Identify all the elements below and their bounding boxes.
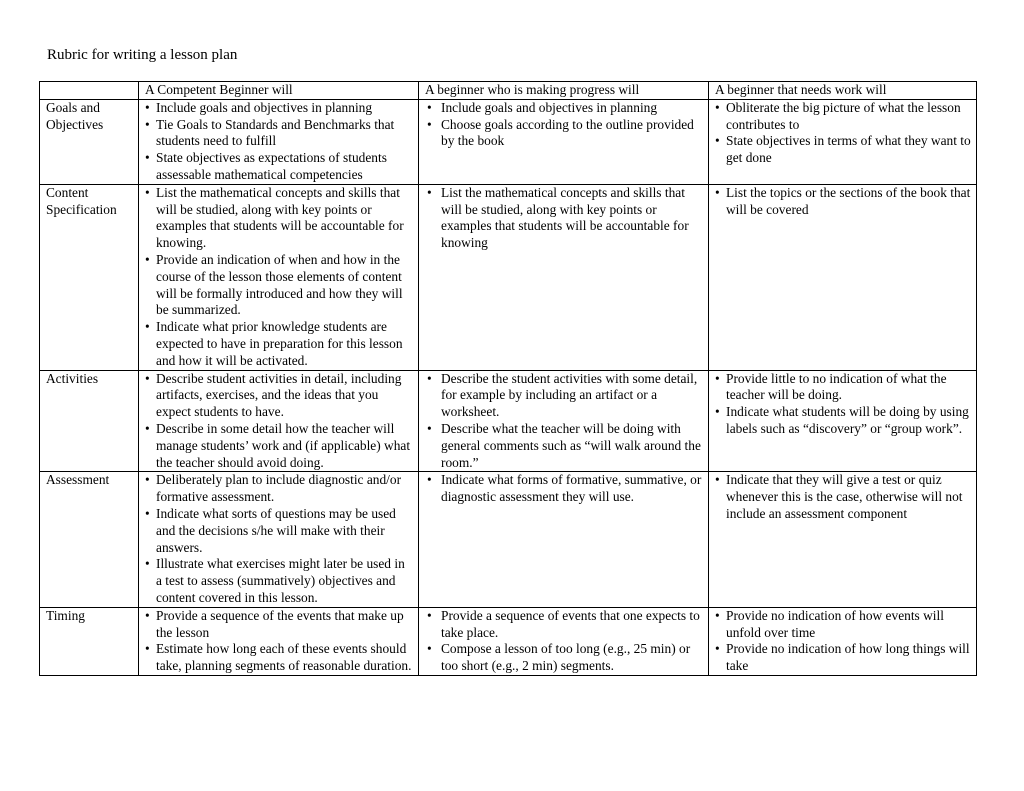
page-title: Rubric for writing a lesson plan bbox=[47, 47, 238, 63]
cell-needs-work bbox=[709, 370, 977, 472]
list-item: • Indicate what forms of formative, summative, or diagnostic assessment they will use. bbox=[425, 472, 704, 506]
header-progress: A beginner who is making progress will bbox=[419, 82, 709, 100]
list-item: • State objectives as expectations of students assessable mathematical competencies bbox=[145, 150, 414, 184]
list-item: • Provide no indication of how events will unfold over time bbox=[715, 608, 972, 642]
table-row bbox=[40, 370, 977, 472]
list-item: • Describe the student activities with some detail, for example by including an artifact or a worksheet. bbox=[425, 371, 704, 421]
bullet-list bbox=[715, 100, 972, 167]
bullet-list bbox=[145, 608, 414, 675]
bullet-list bbox=[145, 371, 414, 472]
list-item: • List the mathematical concepts and skills that will be studied, along with key points or examples that students will be accountable for knowing bbox=[425, 185, 704, 252]
list-item: • Indicate that they will give a test or quiz whenever this is the case, otherwise will not include an assessment component bbox=[715, 472, 972, 522]
bullet-list bbox=[425, 608, 704, 675]
row-label: Assessment bbox=[40, 472, 139, 607]
list-item: • Provide a sequence of the events that make up the lesson bbox=[145, 608, 414, 642]
list-item: • Indicate what students will be doing by using labels such as “discovery” or “group work”. bbox=[715, 404, 972, 438]
table-row bbox=[40, 607, 977, 675]
header-needs-work: A beginner that needs work will bbox=[709, 82, 977, 100]
list-item: • Describe what the teacher will be doing with general comments such as “will walk around the room.” bbox=[425, 421, 704, 471]
list-item: • Provide a sequence of events that one expects to take place. bbox=[425, 608, 704, 642]
cell-needs-work bbox=[709, 472, 977, 607]
bullet-list bbox=[425, 185, 704, 252]
row-label: Content Specification bbox=[40, 184, 139, 370]
cell-progress bbox=[419, 472, 709, 607]
bullet-list bbox=[425, 100, 704, 150]
cell-competent bbox=[139, 184, 419, 370]
list-item: • Describe in some detail how the teacher will manage students’ work and (if applicable) what the teacher should avoid doing. bbox=[145, 421, 414, 471]
cell-needs-work bbox=[709, 99, 977, 184]
row-label: Timing bbox=[40, 607, 139, 675]
bullet-list bbox=[715, 371, 972, 438]
list-item: • Include goals and objectives in planning bbox=[425, 100, 704, 117]
list-item: • List the topics or the sections of the book that will be covered bbox=[715, 185, 972, 219]
bullet-list bbox=[145, 185, 414, 370]
list-item: • Estimate how long each of these events should take, planning segments of reasonable duration. bbox=[145, 641, 414, 675]
list-item: • Obliterate the big picture of what the lesson contributes to bbox=[715, 100, 972, 134]
list-item: • Include goals and objectives in planning bbox=[145, 100, 414, 117]
rubric-body bbox=[40, 99, 977, 675]
row-label: Activities bbox=[40, 370, 139, 472]
bullet-list bbox=[425, 371, 704, 472]
row-label: Goals and Objectives bbox=[40, 99, 139, 184]
table-row bbox=[40, 99, 977, 184]
cell-progress bbox=[419, 607, 709, 675]
bullet-list bbox=[715, 472, 972, 522]
header-corner bbox=[40, 82, 139, 100]
list-item: • Provide no indication of how long things will take bbox=[715, 641, 972, 675]
list-item: • Indicate what prior knowledge students are expected to have in preparation for this lesson and how it will be activated. bbox=[145, 319, 414, 369]
cell-competent bbox=[139, 99, 419, 184]
list-item: • Deliberately plan to include diagnostic and/or formative assessment. bbox=[145, 472, 414, 506]
header-competent: A Competent Beginner will bbox=[139, 82, 419, 100]
cell-progress bbox=[419, 99, 709, 184]
bullet-list bbox=[145, 472, 414, 606]
list-item: • Compose a lesson of too long (e.g., 25 min) or too short (e.g., 2 min) segments. bbox=[425, 641, 704, 675]
cell-progress bbox=[419, 370, 709, 472]
bullet-list bbox=[715, 185, 972, 219]
cell-needs-work bbox=[709, 184, 977, 370]
list-item: • State objectives in terms of what they want to get done bbox=[715, 133, 972, 167]
list-item: • Provide an indication of when and how in the course of the lesson those elements of content will be formally introduced and how they will be summarized. bbox=[145, 252, 414, 319]
bullet-list bbox=[145, 100, 414, 184]
cell-needs-work bbox=[709, 607, 977, 675]
cell-competent bbox=[139, 370, 419, 472]
cell-progress bbox=[419, 184, 709, 370]
header-row bbox=[40, 82, 977, 100]
list-item: • Provide little to no indication of what the teacher will be doing. bbox=[715, 371, 972, 405]
bullet-list bbox=[425, 472, 704, 506]
cell-competent bbox=[139, 472, 419, 607]
cell-competent bbox=[139, 607, 419, 675]
list-item: • Describe student activities in detail, including artifacts, exercises, and the ideas that you expect students to have. bbox=[145, 371, 414, 421]
table-row bbox=[40, 184, 977, 370]
list-item: • List the mathematical concepts and skills that will be studied, along with key points or examples that students will be accountable for knowing. bbox=[145, 185, 414, 252]
bullet-list bbox=[715, 608, 972, 675]
table-row bbox=[40, 472, 977, 607]
list-item: • Tie Goals to Standards and Benchmarks that students need to fulfill bbox=[145, 117, 414, 151]
rubric-table bbox=[39, 81, 977, 676]
list-item: • Choose goals according to the outline provided by the book bbox=[425, 117, 704, 151]
list-item: • Illustrate what exercises might later be used in a test to assess (summatively) objectives and content covered in this lesson. bbox=[145, 556, 414, 606]
list-item: • Indicate what sorts of questions may be used and the decisions s/he will make with their answers. bbox=[145, 506, 414, 556]
